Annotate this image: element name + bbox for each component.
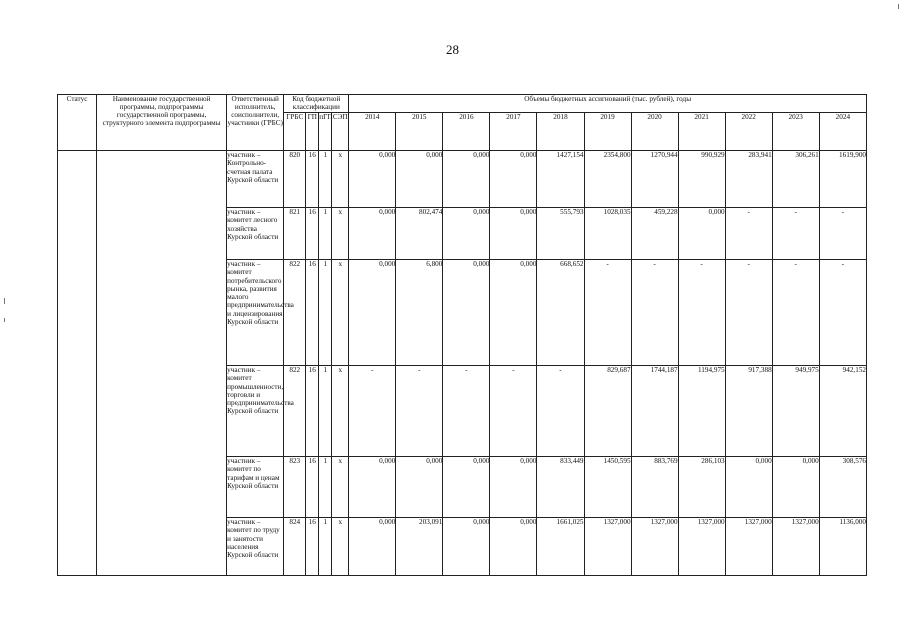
value-cell: 1028,035 bbox=[584, 208, 631, 260]
value-cell: 949,975 bbox=[772, 366, 819, 457]
value-cell: 990,929 bbox=[678, 151, 725, 208]
value-cell: 1136,000 bbox=[819, 518, 866, 576]
value-cell: 0,000 bbox=[443, 260, 490, 366]
scan-mark bbox=[4, 318, 5, 322]
code-pgp-cell: 1 bbox=[319, 208, 332, 260]
header-year: 2020 bbox=[631, 113, 678, 151]
code-grbs-cell: 823 bbox=[284, 457, 306, 518]
value-cell: - bbox=[443, 366, 490, 457]
header-year: 2023 bbox=[772, 113, 819, 151]
code-sep-cell: х bbox=[332, 208, 349, 260]
scan-mark bbox=[4, 298, 5, 304]
header-code-sep: СЭП bbox=[332, 113, 349, 151]
header-code-gp: ГП bbox=[306, 113, 319, 151]
code-pgp-cell: 1 bbox=[319, 260, 332, 366]
value-cell: 668,652 bbox=[537, 260, 584, 366]
value-cell: - bbox=[349, 366, 396, 457]
value-cell: 1327,000 bbox=[631, 518, 678, 576]
code-sep-cell: х bbox=[332, 366, 349, 457]
code-sep-cell: х bbox=[332, 260, 349, 366]
value-cell: 0,000 bbox=[772, 457, 819, 518]
value-cell: 1327,000 bbox=[772, 518, 819, 576]
header-year: 2019 bbox=[584, 113, 631, 151]
executor-cell: участник – комитет лесного хозяйства Курской области bbox=[227, 208, 284, 260]
code-sep-cell: х bbox=[332, 518, 349, 576]
value-cell: 2354,800 bbox=[584, 151, 631, 208]
value-cell: 308,576 bbox=[819, 457, 866, 518]
code-pgp-cell: 1 bbox=[319, 457, 332, 518]
value-cell: 1327,000 bbox=[584, 518, 631, 576]
value-cell: - bbox=[396, 366, 443, 457]
code-pgp-cell: 1 bbox=[319, 151, 332, 208]
code-grbs-cell: 820 bbox=[284, 151, 306, 208]
value-cell: 0,000 bbox=[349, 151, 396, 208]
code-grbs-cell: 822 bbox=[284, 260, 306, 366]
code-pgp-cell: 1 bbox=[319, 366, 332, 457]
code-sep-cell: х bbox=[332, 151, 349, 208]
value-cell: 0,000 bbox=[725, 457, 772, 518]
code-gp-cell: 16 bbox=[306, 151, 319, 208]
value-cell: 1661,025 bbox=[537, 518, 584, 576]
value-cell: 0,000 bbox=[490, 260, 537, 366]
value-cell: 1427,154 bbox=[537, 151, 584, 208]
value-cell: 0,000 bbox=[678, 208, 725, 260]
value-cell: 1327,000 bbox=[725, 518, 772, 576]
header-year: 2018 bbox=[537, 113, 584, 151]
value-cell: 1450,595 bbox=[584, 457, 631, 518]
executor-cell: участник – Контрольно-счетная палата Курской области bbox=[227, 151, 284, 208]
header-budget-code: Код бюджетной классификации bbox=[284, 95, 349, 113]
value-cell: 942,152 bbox=[819, 366, 866, 457]
value-cell: 1194,975 bbox=[678, 366, 725, 457]
executor-cell: участник – комитет потребительского рынка, развития малого предпринимательства и лицензирования Курской области bbox=[227, 260, 284, 366]
value-cell: 459,228 bbox=[631, 208, 678, 260]
value-cell: 829,687 bbox=[584, 366, 631, 457]
value-cell: 0,000 bbox=[349, 457, 396, 518]
value-cell: 0,000 bbox=[443, 151, 490, 208]
name-cell bbox=[97, 151, 227, 576]
value-cell: 1744,187 bbox=[631, 366, 678, 457]
code-gp-cell: 16 bbox=[306, 457, 319, 518]
value-cell: 555,793 bbox=[537, 208, 584, 260]
header-year: 2021 bbox=[678, 113, 725, 151]
code-grbs-cell: 821 bbox=[284, 208, 306, 260]
table-body bbox=[58, 151, 867, 576]
value-cell: - bbox=[725, 208, 772, 260]
table-row bbox=[58, 151, 867, 208]
page-number: 28 bbox=[446, 42, 459, 57]
value-cell: - bbox=[819, 260, 866, 366]
value-cell: 1619,900 bbox=[819, 151, 866, 208]
value-cell: 1270,944 bbox=[631, 151, 678, 208]
header-code-grbs: ГРБС bbox=[284, 113, 306, 151]
header-code-pgp: пГП bbox=[319, 113, 332, 151]
value-cell: 6,800 bbox=[396, 260, 443, 366]
code-gp-cell: 16 bbox=[306, 208, 319, 260]
value-cell: 0,000 bbox=[349, 518, 396, 576]
budget-table bbox=[57, 94, 867, 576]
value-cell: 283,941 bbox=[725, 151, 772, 208]
value-cell: - bbox=[678, 260, 725, 366]
value-cell: 833,449 bbox=[537, 457, 584, 518]
header-year: 2017 bbox=[490, 113, 537, 151]
value-cell: 0,000 bbox=[349, 208, 396, 260]
header-status: Статус bbox=[58, 95, 97, 151]
value-cell: 0,000 bbox=[443, 457, 490, 518]
value-cell: - bbox=[725, 260, 772, 366]
header-volumes: Объемы бюджетных ассигнований (тыс. рублей), годы bbox=[349, 95, 867, 113]
code-gp-cell: 16 bbox=[306, 260, 319, 366]
value-cell: 1327,000 bbox=[678, 518, 725, 576]
header-name: Наименование государственной программы, подпрограммы государственной программы, структурного элемента подпрограммы bbox=[97, 95, 227, 151]
code-pgp-cell: 1 bbox=[319, 518, 332, 576]
value-cell: 883,769 bbox=[631, 457, 678, 518]
header-executor: Ответственный исполнитель, соисполнители, участники (ГРБС) bbox=[227, 95, 284, 151]
value-cell: - bbox=[772, 260, 819, 366]
value-cell: - bbox=[537, 366, 584, 457]
value-cell: 0,000 bbox=[396, 151, 443, 208]
value-cell: - bbox=[772, 208, 819, 260]
header-year: 2014 bbox=[349, 113, 396, 151]
value-cell: - bbox=[631, 260, 678, 366]
value-cell: 0,000 bbox=[490, 151, 537, 208]
scan-mark bbox=[898, 4, 899, 9]
header-year: 2024 bbox=[819, 113, 866, 151]
value-cell: 0,000 bbox=[490, 208, 537, 260]
status-cell bbox=[58, 151, 97, 576]
value-cell: 0,000 bbox=[396, 457, 443, 518]
header-year: 2015 bbox=[396, 113, 443, 151]
executor-cell: участник – комитет промышленности, торговли и предпринимательства Курской области bbox=[227, 366, 284, 457]
value-cell: 286,103 bbox=[678, 457, 725, 518]
executor-cell: участник – комитет по тарифам и ценам Курской области bbox=[227, 457, 284, 518]
code-gp-cell: 16 bbox=[306, 518, 319, 576]
value-cell: 306,261 bbox=[772, 151, 819, 208]
header-year: 2022 bbox=[725, 113, 772, 151]
value-cell: 0,000 bbox=[490, 518, 537, 576]
value-cell: 0,000 bbox=[490, 457, 537, 518]
value-cell: 802,474 bbox=[396, 208, 443, 260]
value-cell: 0,000 bbox=[443, 518, 490, 576]
value-cell: 0,000 bbox=[443, 208, 490, 260]
header-year: 2016 bbox=[443, 113, 490, 151]
value-cell: - bbox=[490, 366, 537, 457]
executor-cell: участник – комитет по труду и занятости населения Курской области bbox=[227, 518, 284, 576]
value-cell: 203,091 bbox=[396, 518, 443, 576]
code-grbs-cell: 824 bbox=[284, 518, 306, 576]
value-cell: - bbox=[819, 208, 866, 260]
value-cell: 0,000 bbox=[349, 260, 396, 366]
code-grbs-cell: 822 bbox=[284, 366, 306, 457]
code-gp-cell: 16 bbox=[306, 366, 319, 457]
value-cell: 917,388 bbox=[725, 366, 772, 457]
code-sep-cell: х bbox=[332, 457, 349, 518]
value-cell: - bbox=[584, 260, 631, 366]
